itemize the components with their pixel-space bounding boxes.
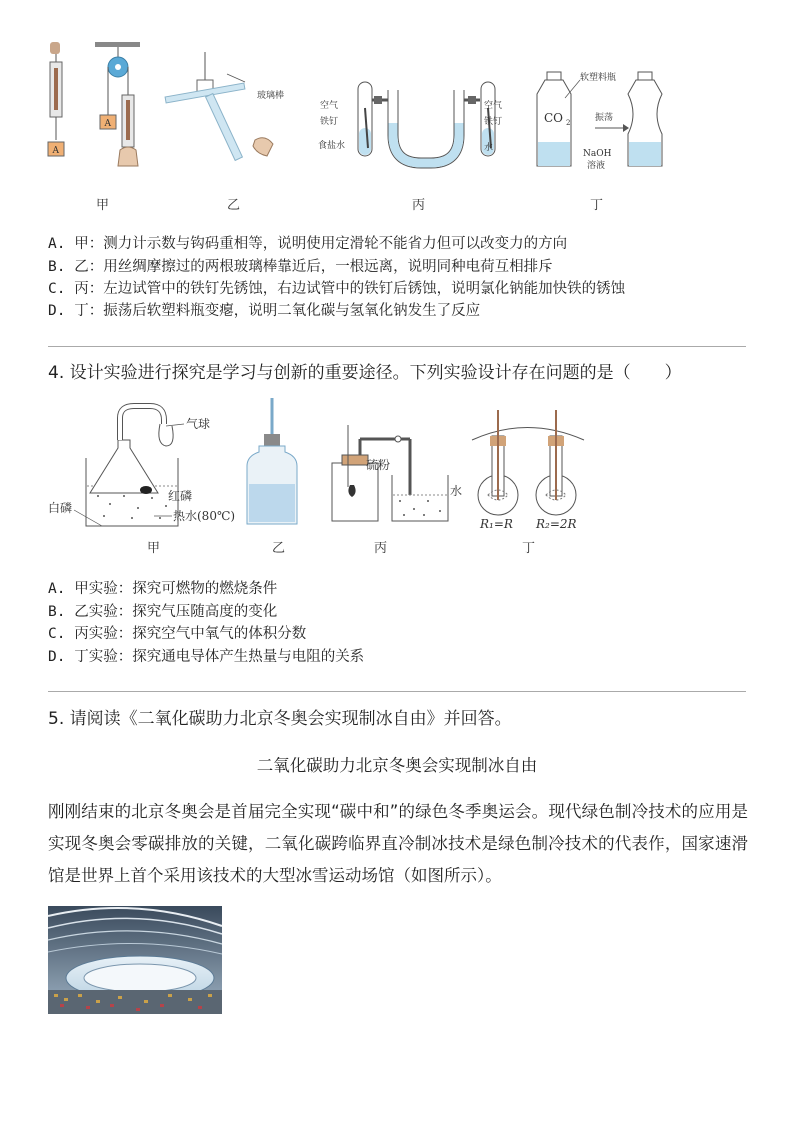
svg-text:气球: 气球 (186, 417, 211, 431)
svg-text:热水(80℃): 热水(80℃) (173, 509, 236, 523)
q4-title: 4. 设计实验进行探究是学习与创新的重要途径。下列实验设计存在问题的是（ ） (48, 363, 682, 383)
svg-text:硫粉: 硫粉 (366, 458, 391, 472)
q4-caption-yi: 乙 (272, 541, 286, 556)
svg-text:空气: 空气 (484, 101, 503, 111)
svg-text:软塑料瓶: 软塑料瓶 (580, 73, 617, 83)
q3-option-a: A. 甲：测力计示数与钩码重相等，说明使用定滑轮不能省力但可以改变力的方向 (48, 236, 568, 252)
svg-text:A: A (104, 119, 111, 129)
q4-figure-yi (245, 398, 300, 530)
q3-caption-ding: 丁 (590, 198, 604, 213)
svg-text:水: 水 (450, 484, 463, 498)
q3-option-c: C. 丙：左边试管中的铁钉先锈蚀，右边试管中的铁钉后锈蚀，说明氯化钠能加快铁的锈蚀 (48, 281, 626, 297)
q3-option-b: B. 乙：用丝绸摩擦过的两根玻璃棒靠近后，一根远离，说明同种电荷互相排斥 (48, 259, 553, 275)
q3-option-d: D. 丁：振荡后软塑料瓶变瘪，说明二氧化碳与氢氧化钠发生了反应 (48, 303, 481, 319)
svg-text:NaOH: NaOH (583, 149, 612, 159)
q3-caption-yi: 乙 (227, 198, 241, 213)
q4-option-d: D. 丁实验：探究通电导体产生热量与电阻的关系 (48, 649, 365, 665)
q4-figure-jia (48, 400, 238, 535)
svg-text:铁钉: 铁钉 (484, 117, 503, 127)
svg-text:白磷: 白磷 (48, 501, 73, 515)
q3-figure-ding (535, 70, 670, 175)
q5-title: 5. 请阅读《二氧化碳助力北京冬奥会实现制冰自由》并回答。 (48, 709, 512, 729)
speed-skating-oval-photo (48, 906, 222, 1014)
q4-option-c: C. 丙实验：探究空气中氧气的体积分数 (48, 626, 307, 642)
svg-text:2: 2 (566, 119, 571, 127)
svg-text:红磷: 红磷 (168, 489, 193, 503)
svg-text:溶液: 溶液 (587, 161, 606, 171)
divider (48, 346, 746, 347)
svg-text:A: A (52, 146, 59, 156)
q4-figure-ding (470, 400, 590, 535)
q3-figure-bing (318, 78, 508, 168)
q4-option-a: A. 甲实验：探究可燃物的燃烧条件 (48, 581, 278, 597)
svg-text:振荡: 振荡 (595, 113, 614, 123)
q4-option-b: B. 乙实验：探究气压随高度的变化 (48, 604, 278, 620)
svg-text:CO: CO (544, 111, 564, 125)
svg-text:R₂=2R: R₂=2R (536, 517, 577, 531)
svg-text:空气: 空气 (320, 101, 339, 111)
q4-caption-jia: 甲 (147, 541, 161, 556)
q3-caption-jia: 甲 (96, 198, 110, 213)
article-title: 二氧化碳助力北京冬奥会实现制冰自由 (256, 756, 538, 775)
q3-figure-yi (165, 52, 285, 167)
q3-figure-jia (40, 40, 150, 170)
svg-text:水: 水 (484, 143, 494, 153)
svg-text:食盐水: 食盐水 (318, 141, 346, 151)
svg-text:玻璃棒: 玻璃棒 (257, 91, 285, 101)
q3-caption-bing: 丙 (412, 198, 426, 213)
svg-text:R₁=R: R₁=R (480, 517, 513, 531)
q4-figure-bing (328, 425, 473, 525)
divider (48, 691, 746, 692)
svg-text:铁钉: 铁钉 (320, 117, 339, 127)
q4-caption-bing: 丙 (374, 541, 388, 556)
q4-caption-ding: 丁 (522, 541, 536, 556)
article-paragraph: 刚刚结束的北京冬奥会是首届完全实现“碳中和”的绿色冬季奥运会。现代绿色制冷技术的应用是实现冬奥会零碳排放的关键，二氧化碳跨临界直冷制冰技术是绿色制冷技术的代表作，国家速滑馆是世界上首个采用该技术的大型冰雪运动场馆（如图所示）。 (48, 802, 748, 885)
